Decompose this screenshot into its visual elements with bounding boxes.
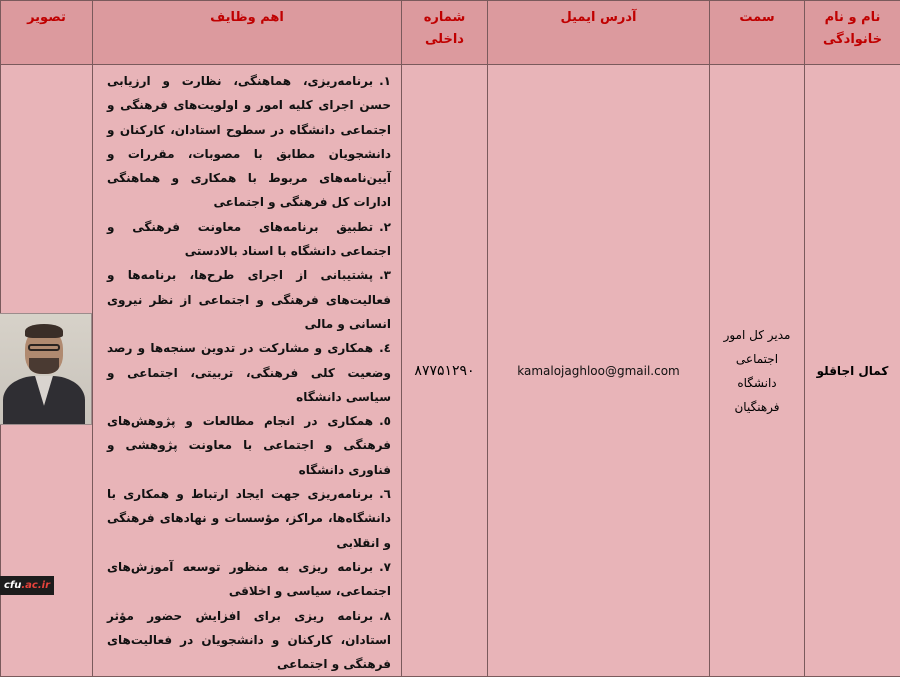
- duty-item: [107, 263, 391, 336]
- duty-number: ٤.: [379, 336, 391, 360]
- header-row: [1, 1, 900, 65]
- duty-number: ٨.: [379, 604, 391, 628]
- duty-text: برنامه ریزی برای افزایش حضور مؤثر استادان، کارکنان و دانشجویان در فعالیت‌های فرهنگی و اجتماعی: [107, 609, 391, 672]
- duty-item: [107, 215, 391, 264]
- duty-number: ۳.: [379, 263, 391, 287]
- duty-item: [107, 69, 391, 215]
- duty-text: برنامه‌ریزی جهت ایجاد ارتباط و همکاری با دانشگاه‌ها، مراکز، مؤسسات و نهادهای فرهنگی و انقلابی: [107, 487, 391, 550]
- header-email: آدرس ایمیل: [488, 1, 710, 65]
- header-name: نام و نام خانوادگی: [805, 1, 900, 65]
- header-duties: اهم وظایف: [93, 1, 402, 65]
- duties-cell: [93, 65, 402, 677]
- position-cell: مدیر کل امور اجتماعی دانشگاه فرهنگیان: [710, 65, 805, 677]
- extension-cell: ۸۷۷۵۱۲۹۰: [402, 65, 488, 677]
- duty-number: ۱.: [379, 69, 391, 93]
- site-logo: cfu.ac.ir: [0, 576, 54, 595]
- duty-number: ٥.: [379, 409, 391, 433]
- header-extension: شماره داخلی: [402, 1, 488, 65]
- duty-number: ٧.: [379, 555, 391, 579]
- email-cell[interactable]: kamalojaghloo@gmail.com: [488, 65, 710, 677]
- duty-item: [107, 336, 391, 409]
- header-position: سمت: [710, 1, 805, 65]
- duty-item: [107, 409, 391, 482]
- duty-text: تطبیق برنامه‌های معاونت فرهنگی و اجتماعی دانشگاه با اسناد بالادستی: [107, 220, 391, 258]
- duty-item: [107, 604, 391, 677]
- duty-text: برنامه‌ریزی، هماهنگی، نظارت و ارزیابی حسن اجرای کلیه امور و اولویت‌های فرهنگی و اجتماعی دانشگاه در سطوح استادان، کارکنان و دانشجویان مطابق با مصوبات، مقررات و آیین‌نامه‌های مربوط با همکاری و هماهنگی ادارات کل فرهنگی و اجتماعی: [107, 74, 391, 209]
- portrait-photo: [0, 313, 92, 425]
- duty-item: [107, 482, 391, 555]
- duty-number: ٦.: [379, 482, 391, 506]
- duty-text: همکاری در انجام مطالعات و پژوهش‌های فرهنگی و اجتماعی با معاونت پژوهشی و فناوری دانشگاه: [107, 414, 391, 477]
- duty-text: همکاری و مشارکت در تدوین سنجه‌ها و رصد وضعیت کلی فرهنگی، تربیتی، اجتماعی و سیاسی دانشگاه: [107, 341, 391, 404]
- duty-text: برنامه ریزی به منظور توسعه آموزش‌های اجتماعی، سیاسی و اخلاقی: [107, 560, 391, 598]
- name-cell: کمال اجاقلو: [805, 65, 900, 677]
- duty-item: [107, 555, 391, 604]
- duties-list: [107, 69, 391, 676]
- duty-number: ۲.: [379, 215, 391, 239]
- table-row: [1, 65, 900, 677]
- header-photo: تصویر: [1, 1, 93, 65]
- duty-text: پشتیبانی از اجرای طرح‌ها، برنامه‌ها و فعالیت‌های فرهنگی و اجتماعی از نظر نیروی انسانی و مالی: [107, 268, 391, 331]
